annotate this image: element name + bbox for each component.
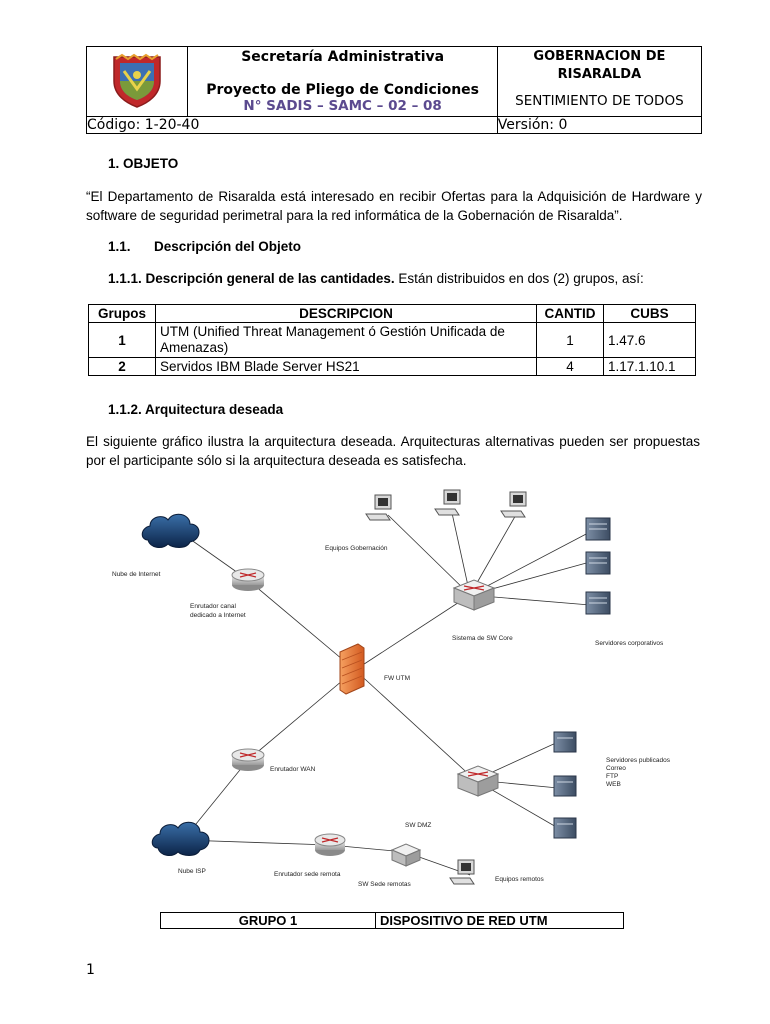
server-icon xyxy=(586,592,610,614)
header-title-line1: Secretaría Administrativa xyxy=(241,49,445,65)
label-router-internet-2: dedicado a Internet xyxy=(190,612,246,619)
core-switch-icon xyxy=(454,580,494,610)
table-header-row xyxy=(89,305,696,323)
network-architecture-diagram xyxy=(90,480,710,900)
table-row xyxy=(161,913,624,929)
group-1-device: DISPOSITIVO DE RED UTM xyxy=(376,913,624,929)
table-cell: UTM (Unified Threat Management ó Gestión Unificada de Amenazas) xyxy=(156,323,537,358)
header-org-line1: GOBERNACION DE xyxy=(533,49,666,64)
label-sw-remote: SW Sede remotas xyxy=(358,881,411,888)
internet-cloud-icon xyxy=(142,514,199,547)
section-1-1-1 xyxy=(108,269,644,288)
section-1-paragraph: “El Departamento de Risaralda está interesado en recibir Ofertas para la Adquisición de Hardware y software de seguridad perimetral para la red informática de la Gobernación de Risaralda”. xyxy=(86,189,702,223)
workstation-icon xyxy=(366,495,391,520)
label-dmz: SW DMZ xyxy=(405,822,432,829)
label-remote-pcs: Equipos remotos xyxy=(495,876,544,883)
section-1-heading: 1. OBJETO xyxy=(108,156,179,171)
table-header-cell: CANTID xyxy=(537,305,604,323)
header-motto: SENTIMIENTO DE TODOS xyxy=(515,93,684,109)
section-1-1-1-title: Descripción general de las cantidades. xyxy=(145,271,395,286)
table-row xyxy=(89,358,696,376)
label-router-wan: Enrutador WAN xyxy=(270,766,316,773)
header-version xyxy=(497,117,701,134)
table-cell: 1.17.1.10.1 xyxy=(604,358,696,376)
isp-cloud-icon xyxy=(152,822,209,855)
header-org-cell xyxy=(497,47,701,117)
label-fw: FW UTM xyxy=(384,675,410,682)
header-title-code: N° SADIS – SAMC – 02 – 08 xyxy=(243,98,442,114)
table-header-cell: CUBS xyxy=(604,305,696,323)
document-header xyxy=(86,46,702,134)
server-icon xyxy=(554,732,576,752)
label-router-remote: Enrutador sede remota xyxy=(274,871,341,878)
header-org-line2: RISARALDA xyxy=(557,67,642,82)
table-row xyxy=(89,323,696,358)
header-title-line2: Proyecto de Pliego de Condiciones xyxy=(206,82,479,98)
label-published-2: Correo xyxy=(606,765,626,772)
label-servers: Servidores corporativos xyxy=(595,640,664,647)
label-isp-cloud: Nube ISP xyxy=(178,868,206,875)
dmz-switch-icon xyxy=(458,766,498,796)
table-cell: 4 xyxy=(537,358,604,376)
table-cell: 2 xyxy=(89,358,156,376)
label-internet-cloud: Nube de Internet xyxy=(112,571,161,578)
section-1-1-title: Descripción del Objeto xyxy=(154,239,302,254)
connection-lines xyxy=(180,513,590,875)
group-1-label: GRUPO 1 xyxy=(161,913,376,929)
label-published-1: Servidores publicados xyxy=(606,757,670,764)
section-1-1-number: 1.1. xyxy=(108,239,131,254)
label-router-internet-1: Enrutador canal xyxy=(190,603,236,610)
section-1-1-2-paragraph: El siguiente gráfico ilustra la arquitectura deseada. Arquitecturas alternativas pueden ser propuestas por el participante sólo si la arquitectura deseada es satisfecha. xyxy=(86,434,700,468)
server-icon xyxy=(554,818,576,838)
group-1-table xyxy=(160,912,624,929)
table-cell: 1 xyxy=(89,323,156,358)
firewall-icon xyxy=(340,644,364,694)
section-1-1-2-title: Arquitectura deseada xyxy=(145,402,284,417)
table-cell: 1.47.6 xyxy=(604,323,696,358)
section-1-1-2 xyxy=(108,400,283,419)
table-cell: Servidos IBM Blade Server HS21 xyxy=(156,358,537,376)
page-number: 1 xyxy=(86,962,95,978)
table-header-cell: DESCRIPCION xyxy=(156,305,537,323)
router-internet-icon xyxy=(232,569,264,591)
header-title-cell xyxy=(188,47,497,117)
server-icon xyxy=(554,776,576,796)
table-header-cell: Grupos xyxy=(89,305,156,323)
label-core-switch: Sistema de SW Core xyxy=(452,635,513,642)
server-icon xyxy=(586,552,610,574)
section-1-1-1-text: Están distribuidos en dos (2) grupos, así: xyxy=(394,271,644,286)
label-published-4: WEB xyxy=(606,781,621,788)
section-1-1-2-number: 1.1.2. xyxy=(108,402,142,417)
workstation-icon xyxy=(501,492,526,517)
section-1-1-1-number: 1.1.1. xyxy=(108,271,142,286)
header-version-text: Versión: 0 xyxy=(497,117,568,133)
coat-of-arms-logo xyxy=(108,51,166,109)
router-remote-icon xyxy=(315,834,345,856)
workstation-icon xyxy=(435,490,460,515)
header-code: Código: 1-20-40 xyxy=(87,117,498,134)
label-pcs: Equipos Gobernación xyxy=(325,545,388,552)
label-published-3: FTP xyxy=(606,773,619,780)
router-wan-icon xyxy=(232,749,264,771)
workstation-icon xyxy=(450,860,474,884)
groups-table xyxy=(88,304,696,376)
server-icon xyxy=(586,518,610,540)
table-cell: 1 xyxy=(537,323,604,358)
logo-cell xyxy=(87,47,188,117)
remote-switch-icon xyxy=(392,844,420,866)
